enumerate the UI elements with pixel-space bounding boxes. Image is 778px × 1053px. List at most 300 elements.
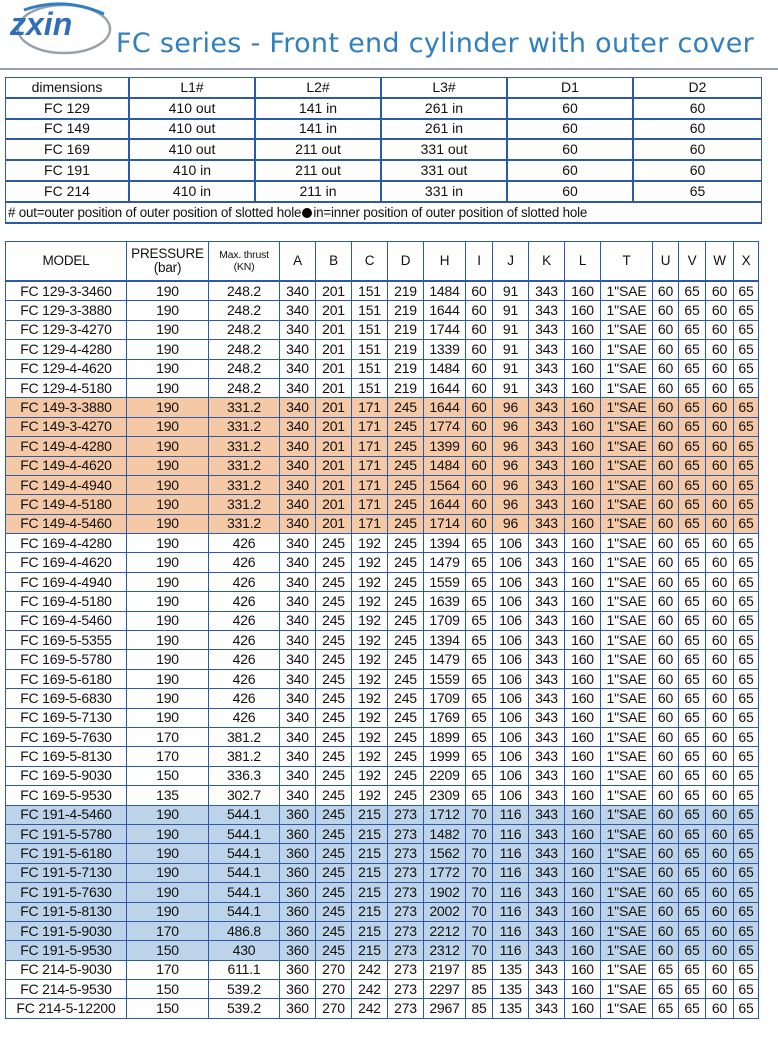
table-cell: 160 — [565, 379, 601, 398]
table-cell: 201 — [316, 437, 352, 456]
table-cell: 1''SAE — [601, 398, 653, 417]
table-cell: 245 — [388, 476, 424, 495]
table-cell: 60 — [706, 999, 734, 1018]
table-cell: 245 — [388, 747, 424, 766]
table-cell: 60 — [706, 844, 734, 863]
table-cell: 215 — [352, 864, 388, 883]
table-cell: 65 — [734, 418, 758, 437]
table-cell: 60 — [706, 980, 734, 999]
table-cell: 190 — [127, 806, 209, 825]
dimensions-note-row — [6, 203, 761, 224]
table-cell: 331 out — [382, 161, 508, 182]
table-cell: 1644 — [424, 301, 466, 320]
table-cell: 248.2 — [209, 379, 280, 398]
table-row — [6, 903, 758, 922]
table-cell: 343 — [529, 786, 565, 805]
table-cell: 70 — [466, 806, 493, 825]
table-cell: 343 — [529, 670, 565, 689]
table-cell: 219 — [388, 379, 424, 398]
table-cell: 60 — [466, 457, 493, 476]
table-cell: FC 169-4-5460 — [6, 612, 127, 631]
table-cell: FC 191-5-5780 — [6, 825, 127, 844]
table-cell: 340 — [280, 728, 316, 747]
header-cell: PRESSURE (bar) — [127, 242, 209, 282]
table-cell: 160 — [565, 282, 601, 301]
table-cell: 65 — [466, 592, 493, 611]
header-cell: U — [653, 242, 679, 282]
table-cell: 343 — [529, 476, 565, 495]
table-row — [6, 140, 761, 161]
table-row — [6, 282, 758, 301]
table-cell: 331.2 — [209, 457, 280, 476]
table-cell: 60 — [634, 140, 761, 161]
table-cell: 343 — [529, 689, 565, 708]
table-cell: 245 — [388, 650, 424, 669]
table-cell: 340 — [280, 301, 316, 320]
table-cell: 106 — [493, 534, 529, 553]
table-cell: 1''SAE — [601, 650, 653, 669]
table-cell: 273 — [388, 844, 424, 863]
table-row — [6, 573, 758, 592]
table-cell: 60 — [653, 709, 679, 728]
table-cell: 544.1 — [209, 844, 280, 863]
table-cell: 1''SAE — [601, 941, 653, 960]
table-cell: 60 — [653, 650, 679, 669]
table-cell: 65 — [734, 515, 758, 534]
table-cell: FC 129-4-4620 — [6, 360, 127, 379]
table-cell: 1''SAE — [601, 515, 653, 534]
table-row — [6, 844, 758, 863]
table-cell: 65 — [734, 670, 758, 689]
table-cell: 340 — [280, 767, 316, 786]
table-cell: 245 — [316, 767, 352, 786]
table-cell: 2209 — [424, 767, 466, 786]
table-cell: 160 — [565, 806, 601, 825]
table-row — [6, 825, 758, 844]
table-cell: FC 169-5-9030 — [6, 767, 127, 786]
table-cell: 219 — [388, 360, 424, 379]
table-cell: 106 — [493, 670, 529, 689]
table-cell: 65 — [734, 321, 758, 340]
table-row — [6, 689, 758, 708]
table-cell: 70 — [466, 844, 493, 863]
table-cell: 170 — [127, 728, 209, 747]
table-cell: 248.2 — [209, 360, 280, 379]
table-cell: 410 in — [130, 161, 256, 182]
zxin-logo — [4, 2, 114, 60]
table-cell: 426 — [209, 553, 280, 572]
table-cell: 151 — [352, 340, 388, 359]
table-cell: 190 — [127, 903, 209, 922]
table-cell: 1902 — [424, 883, 466, 902]
table-cell: 160 — [565, 495, 601, 514]
table-cell: 60 — [706, 883, 734, 902]
table-cell: 60 — [653, 360, 679, 379]
table-cell: 1644 — [424, 398, 466, 417]
table-cell: 141 in — [256, 99, 382, 120]
table-cell: 1394 — [424, 631, 466, 650]
table-cell: 201 — [316, 457, 352, 476]
table-cell: 2967 — [424, 999, 466, 1018]
table-cell: 65 — [466, 728, 493, 747]
table-cell: 544.1 — [209, 883, 280, 902]
table-cell: 245 — [388, 689, 424, 708]
table-cell: 245 — [388, 709, 424, 728]
table-cell: 245 — [316, 689, 352, 708]
table-cell: 1''SAE — [601, 437, 653, 456]
table-row — [6, 864, 758, 883]
table-cell: 1''SAE — [601, 689, 653, 708]
table-cell: 539.2 — [209, 999, 280, 1018]
table-cell: 151 — [352, 379, 388, 398]
table-cell: 1''SAE — [601, 728, 653, 747]
table-cell: 65 — [734, 476, 758, 495]
table-cell: 65 — [679, 941, 706, 960]
table-cell: 60 — [706, 806, 734, 825]
table-cell: 273 — [388, 980, 424, 999]
table-cell: 65 — [734, 592, 758, 611]
table-cell: FC 191-5-6180 — [6, 844, 127, 863]
table-cell: 245 — [316, 612, 352, 631]
table-cell: 190 — [127, 553, 209, 572]
table-cell: 343 — [529, 806, 565, 825]
table-cell: 96 — [493, 515, 529, 534]
table-cell: 215 — [352, 941, 388, 960]
header-cell: J — [493, 242, 529, 282]
table-cell: 343 — [529, 418, 565, 437]
table-cell: 343 — [529, 379, 565, 398]
table-cell: 360 — [280, 903, 316, 922]
table-cell: 65 — [653, 980, 679, 999]
table-cell: 106 — [493, 786, 529, 805]
table-cell: 96 — [493, 418, 529, 437]
table-cell: 426 — [209, 631, 280, 650]
table-cell: 410 in — [130, 182, 256, 203]
table-cell: 65 — [679, 709, 706, 728]
table-cell: 60 — [634, 120, 761, 141]
table-cell: 60 — [706, 360, 734, 379]
table-cell: 331 in — [382, 182, 508, 203]
header-cell: X — [734, 242, 758, 282]
table-cell: 60 — [706, 437, 734, 456]
models-header-row — [6, 242, 758, 282]
table-cell: 160 — [565, 864, 601, 883]
table-cell: 60 — [706, 457, 734, 476]
table-cell: 60 — [706, 650, 734, 669]
table-cell: 360 — [280, 999, 316, 1018]
table-cell: 190 — [127, 495, 209, 514]
table-cell: FC 129-3-4270 — [6, 321, 127, 340]
table-cell: 60 — [653, 476, 679, 495]
table-cell: 65 — [679, 631, 706, 650]
table-cell: 245 — [316, 573, 352, 592]
table-cell: FC 169-5-5780 — [6, 650, 127, 669]
table-cell: 160 — [565, 360, 601, 379]
table-row — [6, 961, 758, 980]
table-cell: 65 — [734, 282, 758, 301]
table-cell: 70 — [466, 941, 493, 960]
table-cell: 65 — [679, 301, 706, 320]
table-cell: 65 — [734, 922, 758, 941]
table-cell: 65 — [734, 631, 758, 650]
table-cell: 60 — [706, 631, 734, 650]
table-cell: 65 — [466, 553, 493, 572]
table-cell: 360 — [280, 941, 316, 960]
bullet-dot-icon — [302, 208, 312, 218]
table-cell: 160 — [565, 883, 601, 902]
table-cell: 65 — [734, 689, 758, 708]
table-cell: 65 — [679, 379, 706, 398]
header-cell: K — [529, 242, 565, 282]
table-row — [6, 650, 758, 669]
table-cell: 192 — [352, 728, 388, 747]
table-cell: FC 129-3-3460 — [6, 282, 127, 301]
table-cell: 116 — [493, 941, 529, 960]
table-cell: 245 — [316, 747, 352, 766]
header-cell: C — [352, 242, 388, 282]
svg-text:zxin: zxin — [10, 6, 73, 42]
table-cell: 343 — [529, 301, 565, 320]
table-cell: 1''SAE — [601, 321, 653, 340]
table-cell: 160 — [565, 825, 601, 844]
header-cell: dimensions — [6, 78, 130, 99]
table-cell: 201 — [316, 418, 352, 437]
table-row — [6, 728, 758, 747]
table-cell: 160 — [565, 573, 601, 592]
table-cell: 60 — [653, 747, 679, 766]
table-cell: 360 — [280, 980, 316, 999]
table-cell: 340 — [280, 631, 316, 650]
table-cell: 426 — [209, 573, 280, 592]
table-cell: 360 — [280, 825, 316, 844]
table-cell: 273 — [388, 806, 424, 825]
table-cell: 65 — [679, 457, 706, 476]
table-cell: 60 — [653, 301, 679, 320]
table-cell: 151 — [352, 282, 388, 301]
table-cell: 60 — [653, 534, 679, 553]
table-cell: 160 — [565, 515, 601, 534]
table-cell: 65 — [734, 864, 758, 883]
table-cell: 60 — [653, 728, 679, 747]
table-cell: 60 — [653, 573, 679, 592]
table-cell: 190 — [127, 592, 209, 611]
table-cell: 248.2 — [209, 301, 280, 320]
models-table — [5, 241, 759, 1019]
table-cell: FC 169-4-4940 — [6, 573, 127, 592]
table-cell: 65 — [679, 922, 706, 941]
table-cell: 426 — [209, 670, 280, 689]
table-cell: 343 — [529, 883, 565, 902]
table-cell: 426 — [209, 534, 280, 553]
table-cell: 65 — [679, 728, 706, 747]
table-cell: 1''SAE — [601, 418, 653, 437]
table-cell: 426 — [209, 592, 280, 611]
table-cell: 106 — [493, 689, 529, 708]
table-cell: 211 in — [256, 182, 382, 203]
table-cell: 60 — [508, 120, 634, 141]
table-cell: 160 — [565, 437, 601, 456]
table-cell: 60 — [653, 321, 679, 340]
table-cell: 340 — [280, 534, 316, 553]
table-cell: 245 — [316, 844, 352, 863]
table-cell: 426 — [209, 709, 280, 728]
table-row — [6, 631, 758, 650]
table-cell: 65 — [734, 398, 758, 417]
table-cell: 160 — [565, 612, 601, 631]
table-cell: 60 — [653, 786, 679, 805]
table-cell: 331.2 — [209, 495, 280, 514]
table-cell: 1559 — [424, 573, 466, 592]
table-cell: 1639 — [424, 592, 466, 611]
table-cell: 192 — [352, 612, 388, 631]
table-cell: FC 149-4-4620 — [6, 457, 127, 476]
table-cell: 160 — [565, 786, 601, 805]
table-cell: 245 — [316, 553, 352, 572]
table-cell: 215 — [352, 844, 388, 863]
table-cell: 96 — [493, 476, 529, 495]
table-cell: 331.2 — [209, 515, 280, 534]
table-cell: 1999 — [424, 747, 466, 766]
table-cell: 426 — [209, 689, 280, 708]
header-cell: W — [706, 242, 734, 282]
table-cell: 331.2 — [209, 437, 280, 456]
table-cell: 160 — [565, 747, 601, 766]
table-cell: 60 — [653, 379, 679, 398]
table-cell: 273 — [388, 922, 424, 941]
table-cell: 65 — [466, 670, 493, 689]
table-cell: FC 191-4-5460 — [6, 806, 127, 825]
table-cell: 343 — [529, 631, 565, 650]
table-cell: 242 — [352, 980, 388, 999]
table-cell: 60 — [466, 398, 493, 417]
table-cell: FC 169-5-7630 — [6, 728, 127, 747]
table-cell: 106 — [493, 592, 529, 611]
table-cell: 190 — [127, 321, 209, 340]
table-cell: FC 169-5-8130 — [6, 747, 127, 766]
table-cell: 135 — [493, 980, 529, 999]
table-cell: 65 — [734, 301, 758, 320]
table-cell: 270 — [316, 999, 352, 1018]
table-cell: 60 — [653, 767, 679, 786]
table-cell: 331 out — [382, 140, 508, 161]
table-cell: 245 — [316, 825, 352, 844]
table-cell: 171 — [352, 418, 388, 437]
table-cell: 65 — [734, 650, 758, 669]
table-cell: 360 — [280, 864, 316, 883]
table-cell: 343 — [529, 825, 565, 844]
header-cell: I — [466, 242, 493, 282]
table-cell: 201 — [316, 515, 352, 534]
table-cell: 340 — [280, 553, 316, 572]
table-cell: 219 — [388, 282, 424, 301]
table-cell: 410 out — [130, 99, 256, 120]
table-cell: 150 — [127, 767, 209, 786]
table-row — [6, 457, 758, 476]
table-cell: 60 — [706, 786, 734, 805]
table-cell: 106 — [493, 573, 529, 592]
table-cell: 60 — [653, 515, 679, 534]
table-cell: 60 — [653, 689, 679, 708]
table-cell: 65 — [734, 553, 758, 572]
table-cell: 65 — [679, 340, 706, 359]
table-cell: FC 149-4-4280 — [6, 437, 127, 456]
table-cell: 70 — [466, 903, 493, 922]
table-cell: 381.2 — [209, 747, 280, 766]
table-cell: 343 — [529, 650, 565, 669]
table-cell: FC 129-3-3880 — [6, 301, 127, 320]
table-cell: 360 — [280, 961, 316, 980]
table-cell: 85 — [466, 961, 493, 980]
table-cell: 60 — [706, 379, 734, 398]
table-cell: 1''SAE — [601, 980, 653, 999]
table-cell: FC 191 — [6, 161, 130, 182]
header-cell: H — [424, 242, 466, 282]
table-cell: 1''SAE — [601, 612, 653, 631]
table-cell: 60 — [653, 457, 679, 476]
table-cell: 1399 — [424, 437, 466, 456]
table-cell: 343 — [529, 961, 565, 980]
table-cell: 160 — [565, 476, 601, 495]
table-row — [6, 495, 758, 514]
table-cell: 2002 — [424, 903, 466, 922]
table-cell: 171 — [352, 476, 388, 495]
header-cell: D — [388, 242, 424, 282]
table-cell: 60 — [653, 282, 679, 301]
table-cell: 65 — [679, 592, 706, 611]
table-cell: 340 — [280, 360, 316, 379]
table-cell: 201 — [316, 360, 352, 379]
table-cell: 245 — [388, 495, 424, 514]
table-cell: 1484 — [424, 457, 466, 476]
table-cell: 245 — [388, 612, 424, 631]
table-cell: 65 — [466, 631, 493, 650]
table-cell: 60 — [653, 806, 679, 825]
table-cell: 60 — [706, 612, 734, 631]
table-cell: 360 — [280, 922, 316, 941]
table-cell: 160 — [565, 844, 601, 863]
table-cell: 343 — [529, 553, 565, 572]
table-cell: 1564 — [424, 476, 466, 495]
table-cell: FC 169-5-7130 — [6, 709, 127, 728]
table-cell: 135 — [493, 961, 529, 980]
table-cell: 150 — [127, 941, 209, 960]
table-cell: 65 — [734, 495, 758, 514]
table-cell: 1''SAE — [601, 379, 653, 398]
table-cell: 170 — [127, 747, 209, 766]
table-cell: 273 — [388, 864, 424, 883]
table-cell: 190 — [127, 534, 209, 553]
header-divider — [0, 68, 778, 70]
table-cell: 343 — [529, 340, 565, 359]
table-cell: 1559 — [424, 670, 466, 689]
table-cell: 343 — [529, 767, 565, 786]
table-cell: 190 — [127, 379, 209, 398]
table-cell: 1''SAE — [601, 747, 653, 766]
table-cell: 190 — [127, 360, 209, 379]
table-cell: 60 — [706, 515, 734, 534]
table-cell: 151 — [352, 321, 388, 340]
table-cell: 343 — [529, 922, 565, 941]
table-cell: 1''SAE — [601, 476, 653, 495]
table-cell: 65 — [734, 825, 758, 844]
table-cell: 1484 — [424, 360, 466, 379]
table-cell: 340 — [280, 786, 316, 805]
dimensions-note: # out=outer position of outer position of slotted hole in=inner position of outer position of slotted hole — [6, 203, 761, 224]
table-cell: 343 — [529, 495, 565, 514]
table-cell: 273 — [388, 825, 424, 844]
table-cell: 192 — [352, 786, 388, 805]
table-cell: 340 — [280, 321, 316, 340]
